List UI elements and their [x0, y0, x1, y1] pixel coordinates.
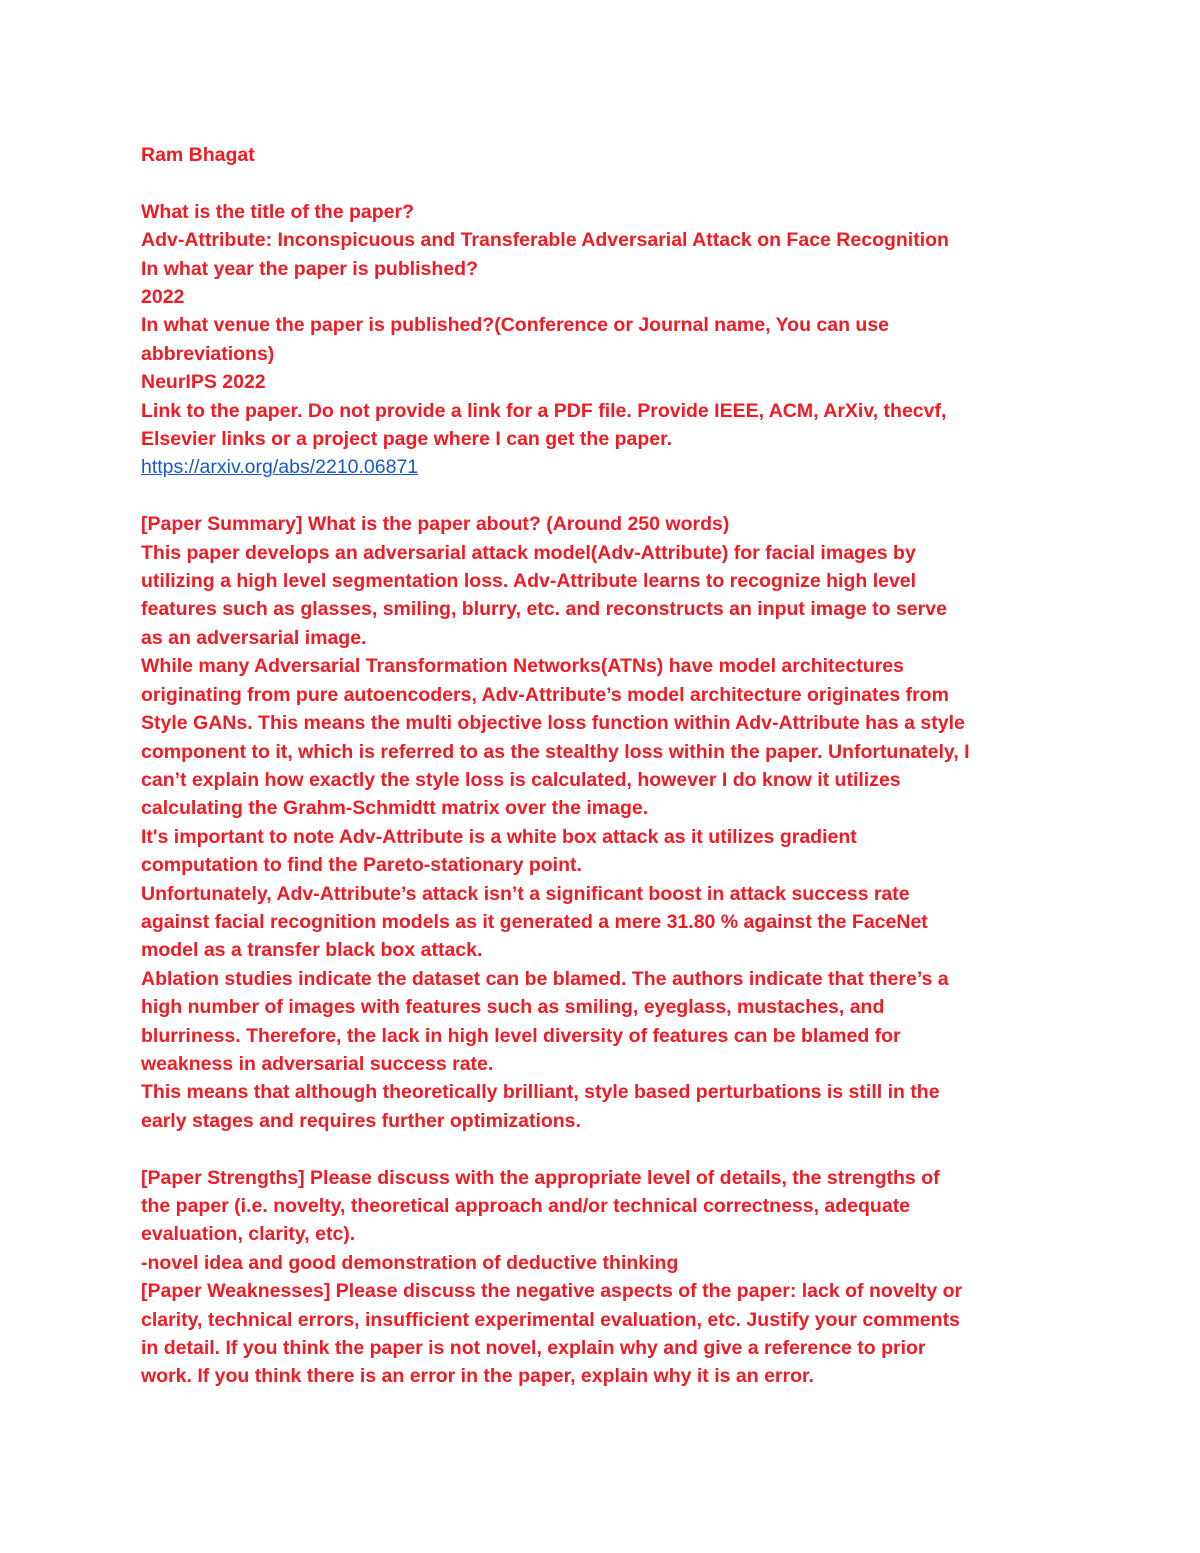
summary-line: While many Adversarial Transformation Networks(ATNs) have model architectures — [141, 655, 904, 678]
answer-year: 2022 — [141, 286, 185, 309]
strengths-line: the paper (i.e. novelty, theoretical approach and/or technical correctness, adequate — [141, 1194, 911, 1217]
strengths-section — [141, 1164, 1071, 1278]
summary-section — [141, 510, 1071, 1135]
question-venue-line-2: abbreviations) — [141, 342, 275, 365]
summary-line: Ablation studies indicate the dataset can be blamed. The authors indicate that there’s a — [141, 967, 949, 990]
summary-line: can’t explain how exactly the style loss is calculated, however I do know it utilizes — [141, 768, 901, 791]
summary-line: as an adversarial image. — [141, 626, 367, 649]
summary-line: This paper develops an adversarial attack model(Adv-Attribute) for facial images by — [141, 541, 916, 564]
summary-line: model as a transfer black box attack. — [141, 939, 483, 962]
weaknesses-line: [Paper Weaknesses] Please discuss the negative aspects of the paper: lack of novelty or — [141, 1280, 963, 1303]
weaknesses-line: work. If you think there is an error in the paper, explain why it is an error. — [141, 1365, 814, 1388]
summary-line: Style GANs. This means the multi objective loss function within Adv-Attribute has a style — [141, 712, 965, 735]
summary-line: weakness in adversarial success rate. — [141, 1052, 494, 1075]
question-venue-line-1: In what venue the paper is published?(Conference or Journal name, You can use — [141, 314, 890, 337]
summary-line: calculating the Grahm-Schmidtt matrix over the image. — [141, 797, 649, 820]
question-link-line-2: Elsevier links or a project page where I can get the paper. — [141, 428, 673, 451]
summary-line: computation to find the Pareto-stationary point. — [141, 854, 582, 877]
summary-line: against facial recognition models as it generated a mere 31.80 % against the FaceNet — [141, 910, 928, 933]
question-title: What is the title of the paper? — [141, 200, 415, 223]
spacer — [141, 1135, 1071, 1163]
answer-title: Adv-Attribute: Inconspicuous and Transferable Adversarial Attack on Face Recognition — [141, 229, 949, 252]
paper-link[interactable]: https://arxiv.org/abs/2210.06871 — [141, 456, 419, 479]
summary-line: early stages and requires further optimizations. — [141, 1109, 581, 1132]
summary-heading: [Paper Summary] What is the paper about? (Around 250 words) — [141, 513, 730, 536]
summary-line: Unfortunately, Adv-Attribute’s attack isn’t a significant boost in attack success rate — [141, 882, 910, 905]
document-body — [141, 141, 1071, 1391]
summary-line: blurriness. Therefore, the lack in high level diversity of features can be blamed for — [141, 1024, 901, 1047]
question-link-line-1: Link to the paper. Do not provide a link for a PDF file. Provide IEEE, ACM, ArXiv, thecvf, — [141, 399, 947, 422]
strengths-line: [Paper Strengths] Please discuss with the appropriate level of details, the strengths of — [141, 1166, 940, 1189]
summary-line: This means that although theoretically brilliant, style based perturbations is still in the — [141, 1081, 940, 1104]
summary-line: originating from pure autoencoders, Adv-Attribute’s model architecture originates from — [141, 683, 949, 706]
summary-line: It's important to note Adv-Attribute is a white box attack as it utilizes gradient — [141, 825, 857, 848]
answer-venue: NeurIPS 2022 — [141, 371, 266, 394]
summary-line: features such as glasses, smiling, blurry, etc. and reconstructs an input image to serve — [141, 598, 947, 621]
strengths-answer: -novel idea and good demonstration of deductive thinking — [141, 1251, 679, 1274]
summary-line: utilizing a high level segmentation loss. Adv-Attribute learns to recognize high level — [141, 570, 917, 593]
spacer — [141, 482, 1071, 510]
weaknesses-line: in detail. If you think the paper is not novel, explain why and give a reference to prior — [141, 1337, 926, 1360]
strengths-line: evaluation, clarity, etc). — [141, 1223, 356, 1246]
summary-line: component to it, which is referred to as the stealthy loss within the paper. Unfortunately, I — [141, 740, 970, 763]
weaknesses-line: clarity, technical errors, insufficient experimental evaluation, etc. Justify your comments — [141, 1308, 960, 1331]
question-year: In what year the paper is published? — [141, 257, 478, 280]
weaknesses-section — [141, 1277, 1071, 1391]
summary-line: high number of images with features such as smiling, eyeglass, mustaches, and — [141, 996, 885, 1019]
author-name: Ram Bhagat — [141, 144, 255, 166]
metadata-section — [141, 198, 1071, 482]
